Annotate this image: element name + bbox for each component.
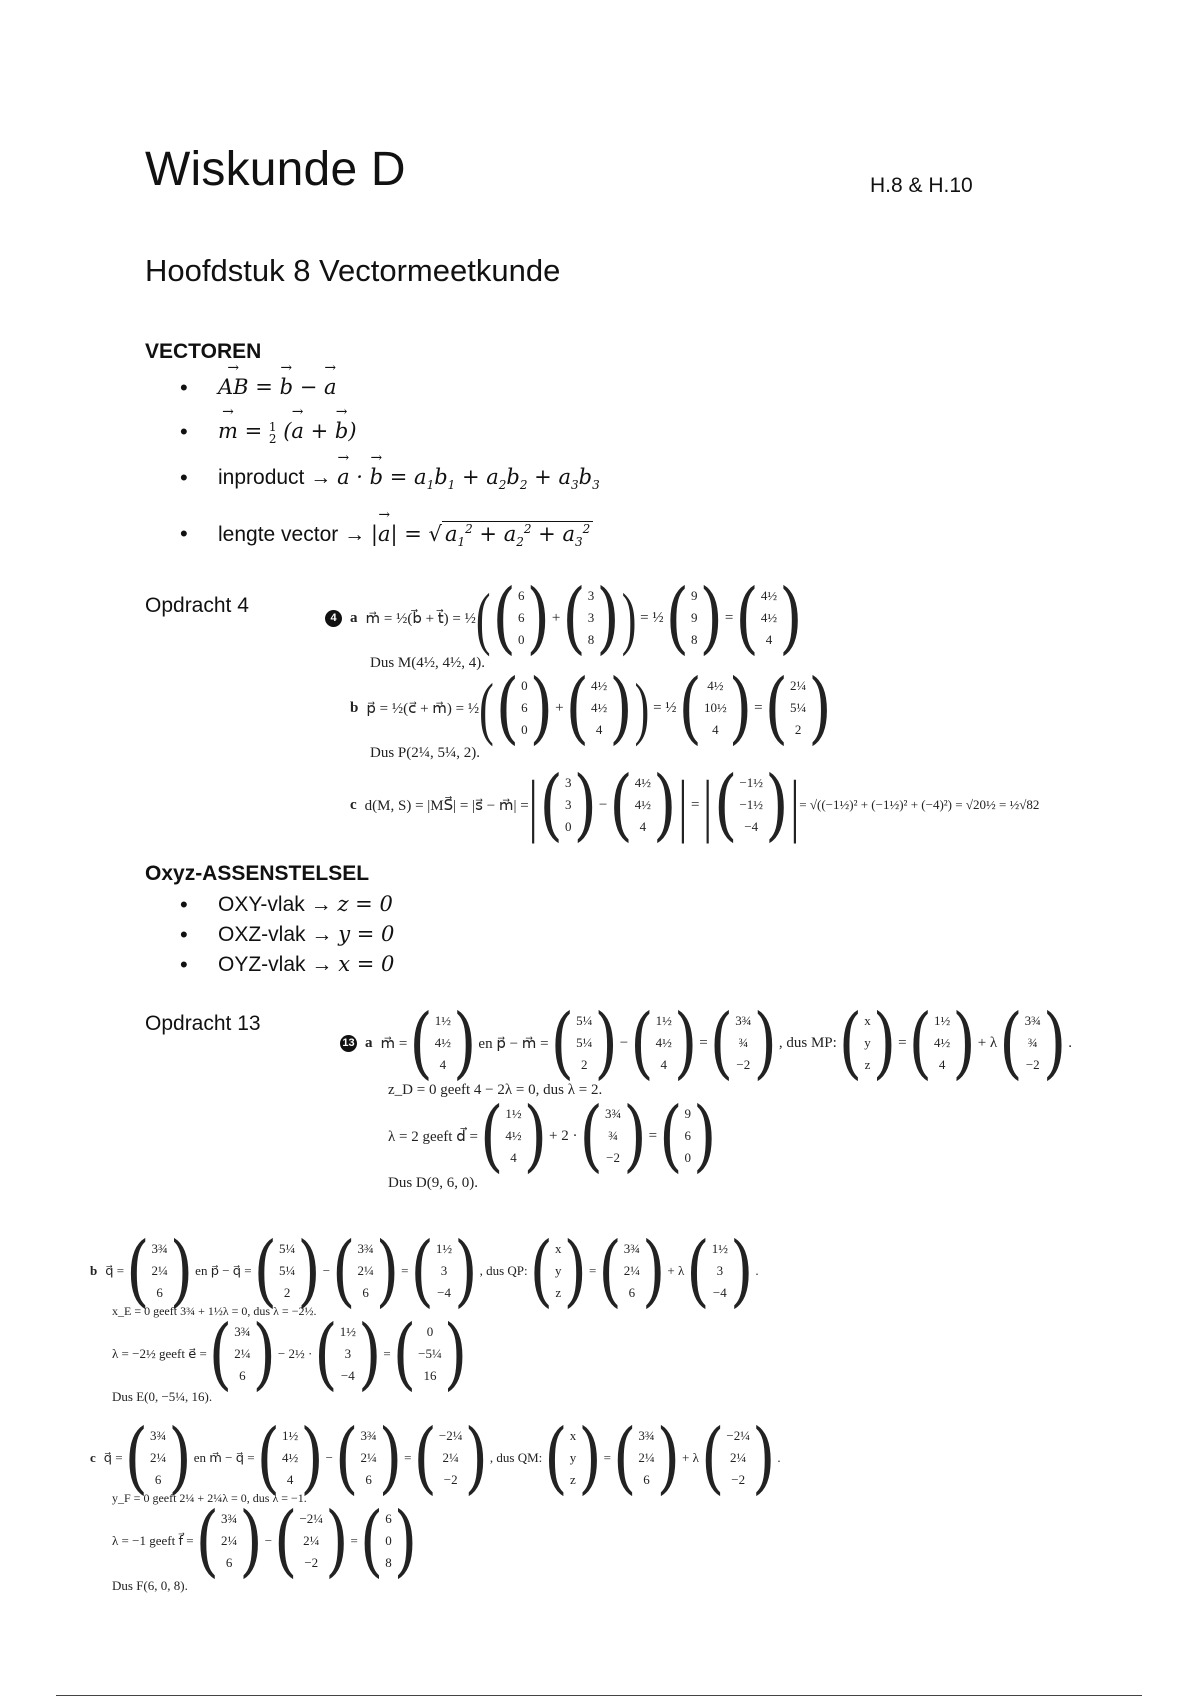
section-heading-oxyz: Oxyz-ASSENSTELSEL (145, 862, 370, 885)
formula-midpoint: • → m = 1 2 (→ a + → b) (180, 419, 600, 465)
dus-d-line: Dus D(9, 6, 0). (388, 1175, 478, 1191)
formula-ab: • → AB = → b − → a (180, 375, 600, 419)
opdracht-13-solution-b: b q⃗ = ( 3¾ 2¼ 6 ) en p⃗ − q⃗ = ( 5¼ 5¼ 2 ) − ( 3¾ 2¼ 6 ) = ( 1½ 3 −4 ) , dus QP: ( x y z ) = ( 3¾ 2¼ 6 ) + λ ( 1½ 3 −4 ) . x_E = 0 geeft 3¾ + 1½λ = 0, dus λ = −2½. λ = −2½ geeft e⃗ = ( 3¾ 2¼ 6 ) − 2½ · ( 1½ 3 −4 ) = ( 0 −5¼ 16 ) Dus E(0, −5¼, 16). (90, 1225, 759, 1404)
opdracht-13-label: Opdracht 13 (145, 1012, 261, 1035)
section-heading-vectoren: VECTOREN (145, 340, 262, 363)
opdracht-4-label: Opdracht 4 (145, 594, 249, 617)
exercise-13-badge: 13 (340, 1035, 357, 1052)
dus-p-line: Dus P(2¼, 5¼, 2). (370, 745, 481, 761)
page-title: Wiskunde D (145, 143, 406, 196)
opdracht-4-solution-a: 4 a m⃗ = ½(b⃗ + t⃗) = ½ ( ( 6 6 0 ) + ( 3 3 8 ) ) = ½ ( 9 9 8 ) = ( 4½ 4½ 4 ) Dus M(4½, 4½, 4). (325, 585, 804, 672)
dus-m-line: Dus M(4½, 4½, 4). (370, 655, 485, 671)
formula-length: • lengte vector → |→ a| = √ $a_1^2 + a_2^2 + a_3^2$ (180, 521, 600, 571)
opdracht-4-solution-c: c d(M, S) = |MS⃗| = |s⃗ − m⃗| = | ( 3 3 0 ) − ( 4½ 4½ 4 ) | = | ( −1½ −1½ −4 ) | = √((−1½)² + (−1½)² + (−4)²) = √20½ = ½√82 (350, 759, 1040, 851)
formula-inproduct: • inproduct → → a · → $b = a_1b_1 + a_2b_2 + a_3b_3$ (180, 465, 600, 521)
inproduct-label: inproduct → (218, 466, 332, 489)
opdracht-13-solution-c: c q⃗ = ( 3¾ 2¼ 6 ) en m⃗ − q⃗ = ( 1½ 4½ 4 ) − ( 3¾ 2¼ 6 ) = ( −2¼ 2¼ −2 ) , dus QM: ( x y z ) = ( 3¾ 2¼ 6 ) + λ ( −2¼ 2¼ −2 ) . y_F = 0 geeft 2¼ + 2¼λ = 0, dus λ = −1. λ = −1 geeft f⃗ = ( 3¾ 2¼ 6 ) − ( −2¼ 2¼ −2 ) = ( 6 0 8 ) Dus F(6, 0, 8). (90, 1412, 781, 1593)
oxz-plane-item: • OXZ-vlak → y = 0 (180, 922, 394, 952)
oyz-plane-item: • OYZ-vlak → x = 0 (180, 952, 394, 982)
oxyz-list (180, 892, 394, 982)
vectoren-list (180, 375, 600, 571)
oxy-plane-item: • OXY-vlak → z = 0 (180, 892, 394, 922)
xe-line: x_E = 0 geeft 3¾ + 1½λ = 0, dus λ = −2½. (112, 1304, 317, 1318)
length-label: lengte vector → (218, 523, 366, 546)
zd-line: z_D = 0 geeft 4 − 2λ = 0, dus λ = 2. (388, 1082, 603, 1098)
opdracht-13-solution-a: 13 a m⃗ = ( 1½ 4½ 4 ) en p⃗ − m⃗ = ( 5¼ 5¼ 2 ) − ( 1½ 4½ 4 ) = ( 3¾ ¾ −2 ) , dus MP: ( x y z ) = ( 1½ 4½ 4 ) + λ ( 3¾ ¾ −2 ) . z_D = 0 geeft 4 − 2λ = 0, dus λ = 2. λ = 2 geeft d⃗ = ( 1½ 4½ 4 ) + 2 · ( 3¾ ¾ −2 ) = ( 9 6 0 ) Dus D(9, 6, 0). (340, 1010, 1072, 1192)
yf-line: y_F = 0 geeft 2¼ + 2¼λ = 0, dus λ = −1. (112, 1491, 307, 1505)
bottom-divider (56, 1695, 1142, 1696)
dus-f-line: Dus F(6, 0, 8). (112, 1578, 188, 1593)
chapter-heading: Hoofdstuk 8 Vectormeetkunde (145, 253, 561, 288)
chapter-reference: H.8 & H.10 (870, 174, 973, 197)
exercise-4-badge: 4 (325, 610, 342, 627)
dus-e-line: Dus E(0, −5¼, 16). (112, 1389, 213, 1404)
opdracht-4-solution-b: b p⃗ = ½(c⃗ + m⃗) = ½ ( ( 0 6 0 ) + ( 4½ 4½ 4 ) ) = ½ ( 4½ 10½ 4 ) = ( 2¼ 5¼ 2 ) Dus P(2¼, 5¼, 2). (350, 662, 832, 761)
